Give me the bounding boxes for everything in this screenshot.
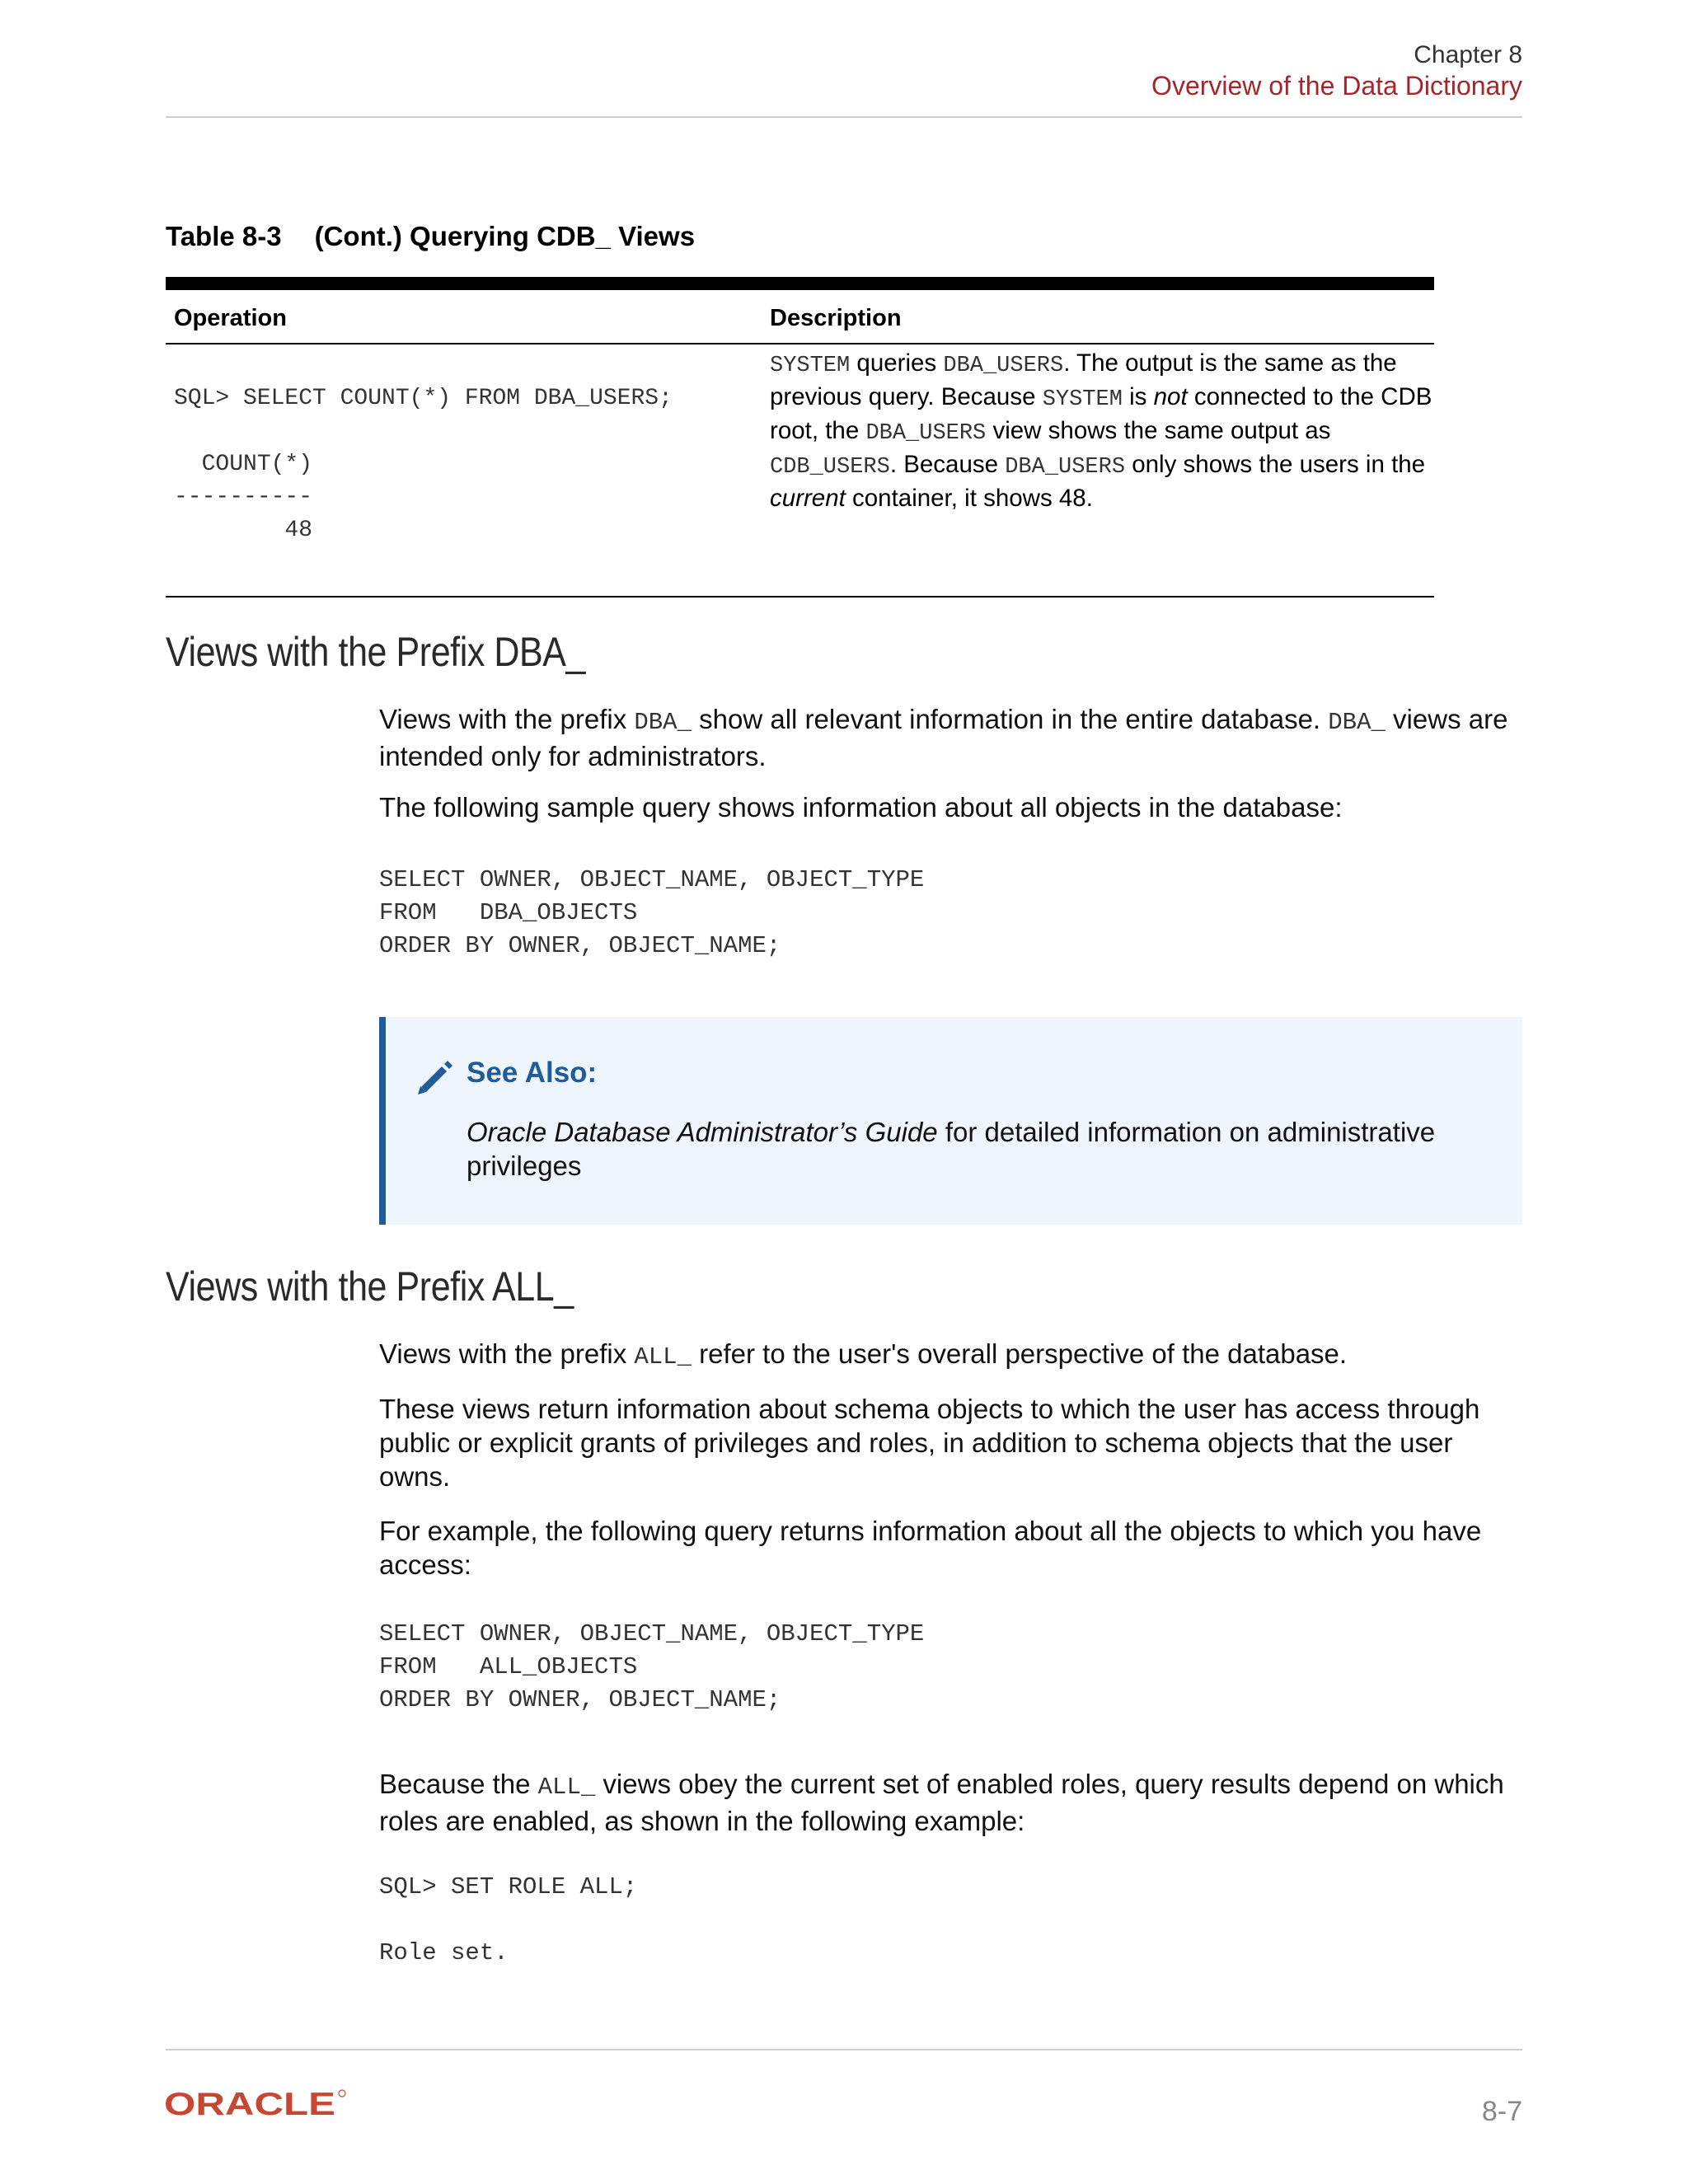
code-term: SYSTEM xyxy=(770,354,851,378)
text-run: Views with the prefix xyxy=(379,704,635,734)
text-run: views are intended only for administrators. xyxy=(379,704,1508,771)
table-header-rule xyxy=(166,343,1434,344)
text-run: . Because xyxy=(889,451,1006,478)
emphasis: current xyxy=(770,485,846,512)
table-caption xyxy=(166,221,695,252)
page-number: 8-7 xyxy=(1481,2096,1522,2127)
code-term: ALL_ xyxy=(634,1343,692,1371)
see-also-text xyxy=(467,1115,1480,1183)
paragraph-all-intro xyxy=(379,1337,1525,1374)
code-term: DBA_ xyxy=(634,709,692,736)
code-term: DBA_USERS xyxy=(1005,455,1126,480)
section-heading-dba: Views with the Prefix DBA_ xyxy=(166,629,586,675)
table-header-operation: Operation xyxy=(174,305,287,331)
code-term: DBA_USERS xyxy=(943,354,1064,378)
code-term: SYSTEM xyxy=(1042,387,1123,412)
code-block-set-role: SQL> SET ROLE ALL; Role set. xyxy=(379,1873,638,1966)
text-run: queries xyxy=(850,349,944,377)
code-term: ALL_ xyxy=(537,1774,596,1801)
text-run: is xyxy=(1122,383,1154,410)
chapter-label: Chapter 8 xyxy=(1414,41,1522,68)
section-heading-all: Views with the Prefix ALL_ xyxy=(166,1263,574,1310)
table-header-description: Description xyxy=(770,305,902,331)
text-run: Because the xyxy=(379,1769,538,1799)
text-run: container, it shows 48. xyxy=(845,485,1093,512)
code-term: CDB_USERS xyxy=(770,455,890,480)
text-run: show all relevant information in the entire database. xyxy=(691,704,1329,734)
oracle-logo xyxy=(164,2089,347,2117)
table-top-rule xyxy=(166,277,1434,290)
code-block-dba-objects: SELECT OWNER, OBJECT_NAME, OBJECT_TYPE FROM DBA_OBJECTS ORDER BY OWNER, OBJECT_NAME; xyxy=(379,866,925,959)
text-run: view shows the same output as xyxy=(986,417,1331,444)
text-run: refer to the user's overall perspective of the database. xyxy=(691,1338,1348,1369)
pencil-icon xyxy=(416,1057,454,1095)
paragraph-dba-sample: The following sample query shows information about all objects in the database: xyxy=(379,792,1343,823)
code-term: DBA_USERS xyxy=(865,421,987,446)
paragraph-all-example: For example, the following query returns information about all the objects to which you have access: xyxy=(379,1516,1482,1580)
paragraph-all-roles xyxy=(379,1767,1525,1838)
book-title-link[interactable]: Oracle Database Administrator’s Guide xyxy=(467,1117,938,1147)
text-run: connected to the CDB root, the xyxy=(770,383,1432,444)
chapter-title: Overview of the Data Dictionary xyxy=(1151,71,1522,101)
table-caption-title: (Cont.) Querying CDB_ Views xyxy=(314,221,696,251)
oracle-logo-text: ORACLE xyxy=(164,2089,335,2117)
table-caption-number: Table 8-3 xyxy=(166,221,282,251)
table-bottom-rule xyxy=(166,596,1434,598)
text-run: . The output is the same as the previous query. Because xyxy=(770,349,1397,410)
text-run: Views with the prefix xyxy=(379,1338,635,1369)
emphasis: not xyxy=(1153,383,1188,410)
table-cell-operation-code: SQL> SELECT COUNT(*) FROM DBA_USERS; COUNT(*) ---------- 48 xyxy=(174,386,673,543)
table-cell-description xyxy=(770,348,1434,514)
header-divider xyxy=(166,116,1522,118)
paragraph-all-access: These views return information about schema objects to which the user has access through public or explicit grants of privileges and roles, in addition to schema objects that the user owns. xyxy=(379,1394,1480,1492)
text-run: for detailed information on administrative privileges xyxy=(467,1117,1436,1181)
text-run: only shows the users in the xyxy=(1125,451,1426,478)
code-block-all-objects: SELECT OWNER, OBJECT_NAME, OBJECT_TYPE FROM ALL_OBJECTS ORDER BY OWNER, OBJECT_NAME; xyxy=(379,1620,925,1713)
footer-divider xyxy=(166,2049,1522,2050)
code-term: DBA_ xyxy=(1328,709,1386,736)
paragraph-dba-intro xyxy=(379,702,1525,773)
see-also-title: See Also: xyxy=(467,1057,598,1089)
text-run: views obey the current set of enabled roles, query results depend on which roles are enabled, as shown in the following example: xyxy=(379,1769,1504,1836)
